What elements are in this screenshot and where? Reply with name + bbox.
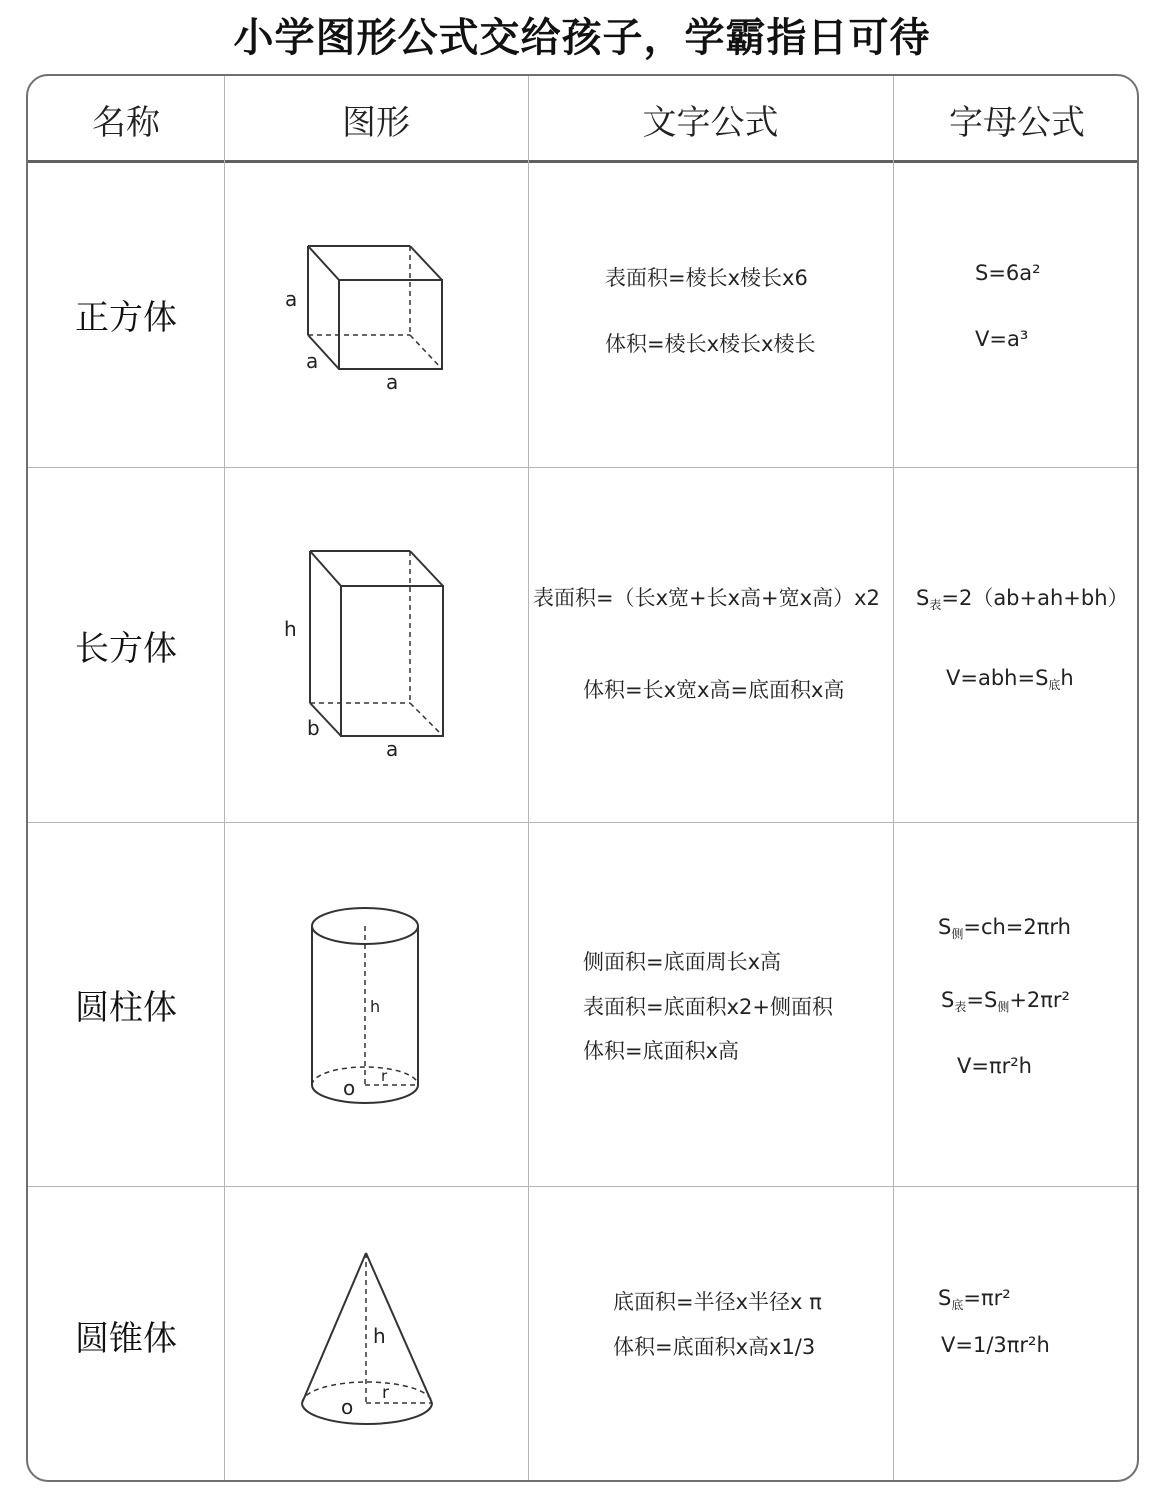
cone-label-center: o <box>341 1395 354 1419</box>
cylinder-text-formula: 侧面积=底面周长x高 <box>583 950 782 974</box>
cylinder-text-formula: 体积=底面积x高 <box>583 1039 740 1063</box>
cone-label-height: h <box>373 1324 386 1348</box>
cone-text-formula: 底面积=半径x半径x π <box>613 1290 822 1314</box>
cone-label-radius: r <box>382 1383 389 1403</box>
cuboid-letter-formula: $S_表=2(ab+ah+bh)$ <box>916 586 1129 612</box>
header-letter-formula: 字母公式 <box>949 102 1085 143</box>
cylinder-label-height: h <box>370 997 381 1016</box>
cuboid-label-depth: b <box>307 716 320 740</box>
cube-label-width: a <box>386 370 399 394</box>
cuboid-label-height: h <box>284 617 297 641</box>
row-name-cuboid: 长方体 <box>75 628 177 669</box>
cone-letter-formula: V=1/3πr²h <box>941 1333 1050 1357</box>
cuboid-text-formula: 表面积=（长x宽+长x高+宽x高）x2 <box>533 586 880 610</box>
column-divider <box>224 76 225 1480</box>
row-name-cylinder: 圆柱体 <box>75 988 177 1028</box>
header-name: 名称 <box>92 102 160 143</box>
cube-label-depth: a <box>306 349 319 373</box>
cube-text-formula: 体积=棱长x棱长x棱长 <box>605 332 816 356</box>
cuboid-label-width: a <box>386 737 399 761</box>
cube-text-formula: 表面积=棱长x棱长x6 <box>605 266 808 290</box>
column-divider <box>528 76 529 1480</box>
row-name-cube: 正方体 <box>75 298 177 338</box>
cube-letter-formula: V=a³ <box>975 327 1029 351</box>
row-name-cone: 圆锥体 <box>75 1319 177 1359</box>
cube-letter-formula: S=6a² <box>975 261 1041 285</box>
header-shape: 图形 <box>342 102 410 143</box>
column-divider <box>893 76 894 1480</box>
cone-letter-formula: $S_底=\pi r^2$ <box>938 1286 1011 1312</box>
cylinder-text-formula: 表面积=底面积x2+侧面积 <box>583 995 833 1019</box>
formula-table <box>26 74 1139 1482</box>
cuboid-text-formula: 体积=长x宽x高=底面积x高 <box>583 678 845 702</box>
cone-text-formula: 体积=底面积x高x1/3 <box>613 1335 816 1359</box>
cylinder-label-radius: r <box>381 1067 388 1085</box>
cube-label-height: a <box>285 287 298 311</box>
cuboid-letter-formula: $V=abh=S_底h$ <box>946 666 1074 692</box>
header-text-formula: 文字公式 <box>642 102 779 143</box>
cylinder-letter-formula: $S_表=S_侧+2\pi r^2$ <box>941 988 1070 1014</box>
cylinder-letter-formula: $S_侧=ch=2\pi rh$ <box>938 915 1071 941</box>
cylinder-letter-formula: V=πr²h <box>957 1054 1032 1078</box>
page-title: 小学图形公式交给孩子，学霸指日可待 <box>233 15 931 61</box>
cylinder-label-center: o <box>343 1076 356 1100</box>
